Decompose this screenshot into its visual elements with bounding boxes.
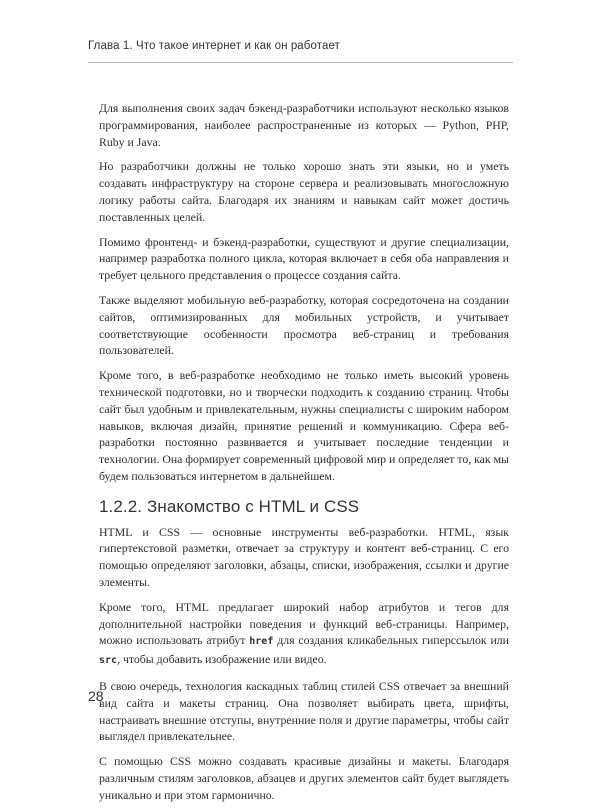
text-segment: , чтобы добавить изображение или видео. bbox=[117, 652, 327, 667]
header-rule bbox=[88, 62, 513, 63]
code-src: src bbox=[99, 655, 118, 667]
paragraph-backend-skills: Но разработчики должны не только хорошо знать эти языки, но и уметь создавать инфраструктуру на стороне сервера и реализовывать многосложную логику работы сайта. Благодаря их знаниям и навыкам сайт может достичь поставленных целей. bbox=[99, 159, 509, 224]
paragraph-mobile-dev: Также выделяют мобильную веб-разработку, которая сосредоточена на создании сайтов, оптимизированных для мобильных устройств, и учитывает соответствующие особенности просмотра веб-страниц и требования пользователей. bbox=[99, 292, 509, 358]
running-header: Глава 1. Что такое интернет и как он работает bbox=[88, 40, 340, 52]
paragraph-full-cycle: Помимо фронтенд- и бэкенд-разработки, существуют и другие специализации, например разработка полного цикла, которая включает в себя оба направления и требует цельного представления о процессе создания сайта. bbox=[99, 234, 509, 283]
page-number: 28 bbox=[88, 688, 104, 704]
code-href: href bbox=[249, 636, 274, 648]
paragraph-css-design: С помощью CSS можно создавать красивые дизайны и макеты. Благодаря различным стилям заголовков, абзацев и других элементов сайт будет выглядеть уникально и при этом гармонично. bbox=[99, 754, 509, 802]
text-segment: для создания кликабельных гиперссылок или bbox=[273, 633, 510, 648]
body-text bbox=[99, 100, 509, 811]
text-segment: Кроме того, HTML предлагает широкий набор атрибутов и тегов для дополнительной настройки поведения и функций веб-страницы. Например, можно использовать атрибут bbox=[99, 599, 509, 648]
paragraph-html-css-intro: HTML и CSS — основные инструменты веб-разработки. HTML, язык гипертекстовой разметки, отвечает за структуру и контент веб-страниц. С его помощью определяют заголовки, абзацы, списки, изображения, ссылки и другие элементы. bbox=[99, 524, 509, 589]
paragraph-html-attributes bbox=[99, 599, 509, 670]
paragraph-creativity: Кроме того, в веб-разработке необходимо не только иметь высокий уровень технической подготовки, но и творчески подходить к созданию страниц. Чтобы сайт был удобным и привлекательным, нужны специалисты с широким набором навыков, включая дизайн, принятие решений и коммуникацию. Сфера веб-разработки постоянно развивается и учитывает последние тенденции и технологии. Она формирует современный цифровой мир и определяет то, как мы будем пользоваться интернетом в дальнейшем. bbox=[99, 368, 509, 483]
paragraph-css-technology: В свою очередь, технология каскадных таблиц стилей CSS отвечает за внешний вид сайта и макеты страниц. Она позволяет выбирать цвета, шрифты, настраивать внешние отступы, внутренние поля и другие параметры, чтобы сайт выглядел привлекательнее. bbox=[99, 678, 509, 744]
section-heading: 1.2.2. Знакомство с HTML и CSS bbox=[99, 496, 360, 516]
paragraph-backend-languages: Для выполнения своих задач бэкенд-разработчики используют несколько языков программирования, наиболее распространенные из которых — Python, PHP, Ruby и Java. bbox=[99, 101, 509, 149]
